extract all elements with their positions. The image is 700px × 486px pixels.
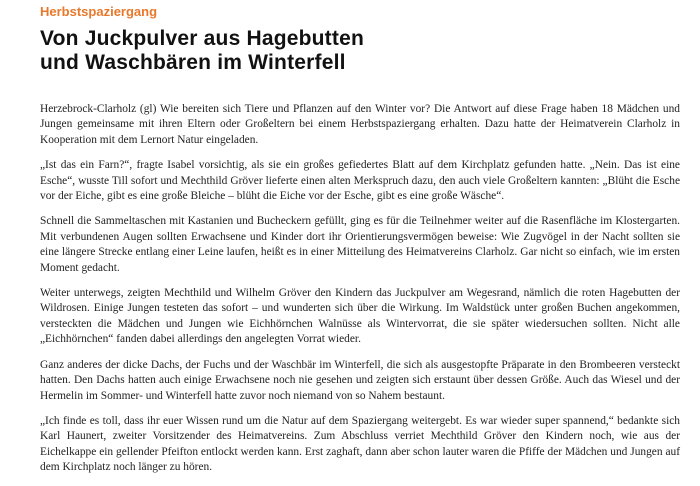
- article-headline: [40, 27, 680, 75]
- headline-line-2: und Waschbären im Winterfell: [40, 51, 346, 74]
- paragraph: Herzebrock-Clarholz (gl) Wie bereiten sich Tiere und Pflanzen auf den Winter vor? Die Antwort auf diese Frage haben 18 Mädchen und Jungen gemeinsame mit ihren Eltern oder Großeltern bei einem Herbstspaziergang erhalten. Dazu hatte der Heimatverein Clarholz in Kooperation mit dem Lernort Natur eingeladen.: [40, 103, 680, 146]
- paragraph: „Ich finde es toll, dass ihr euer Wissen rund um die Natur auf dem Spaziergang weitergebt. Es war wieder super spannend,“ bedankte sich Karl Haunert, zweiter Vorsitzender des Heimatvereins. Zum Abschluss verriet Mechthild Gröver den Kindern noch, wie aus der Eichelkappe ein gellender Pfeifton entlockt werden kann. Erst zaghaft, dann aber schon lauter waren die Pfiffe der Mädchen und Jungen auf dem Kirchplatz noch länger zu hören.: [40, 414, 680, 474]
- headline-line-1: Von Juckpulver aus Hagebutten: [40, 27, 364, 50]
- paragraph: Schnell die Sammeltaschen mit Kastanien und Bucheckern gefüllt, ging es für die Teilnehmer weiter auf die Rasenfläche im Klostergarten. Mit verbundenen Augen sollten Erwachsene und Kinder dort ihr Orientierungsvermögen beweise: Wie Zugvögel in der Nacht sollten sie eine längere Strecke entlang einer Leine laufen, heißt es in einer Mitteilung des Heimatvereins Clarholz. Gar nicht so einfach, wie im ersten Moment gedacht.: [40, 215, 680, 274]
- article-body: [40, 102, 680, 476]
- article: [40, 4, 680, 486]
- paragraph: Ganz anderes der dicke Dachs, der Fuchs und der Waschbär im Winterfell, die sich als ausgestopfte Präparate in den Brombeeren versteckt hatten. Den Dachs hatten auch einige Erwachsene noch nie gesehen und zeigten sich erstaunt über dessen Größe. Auch das Wiesel und der Hermelin im Sommer- und Winterfell hatte zuvor noch niemand von so Nahem bestaunt.: [40, 358, 680, 402]
- paragraph: „Ist das ein Farn?“, fragte Isabel vorsichtig, als sie ein großes gefiedertes Blatt auf dem Kirchplatz gefunden hatte. „Nein. Das ist eine Esche“, wusste Till sofort und Mechthild Gröver lieferte einen alten Merkspruch dazu, den auch viele Großeltern kannten: „Blüht die Esche vor der Eiche, gibt es eine große Bleiche – blüht die Eiche vor der Esche, gibt es eine große Wäsche“.: [40, 159, 680, 203]
- article-kicker: Herbstspaziergang: [40, 4, 158, 19]
- paragraph: Weiter unterwegs, zeigten Mechthild und Wilhelm Gröver den Kindern das Juckpulver am Wegesrand, nämlich die roten Hagebutten der Wildrosen. Einige Jungen testeten das sofort – und wunderten sich über die Wirkung. Im Waldstück unter großen Buchen angekommen, versteckten die Mädchen und Jungen wie Eichhörnchen Walnüsse als Wintervorrat, die sie später wiedersuchen sollten. Nicht alle „Eichhörnchen“ fanden dabei allerdings den angelegten Vorrat wieder.: [40, 287, 680, 346]
